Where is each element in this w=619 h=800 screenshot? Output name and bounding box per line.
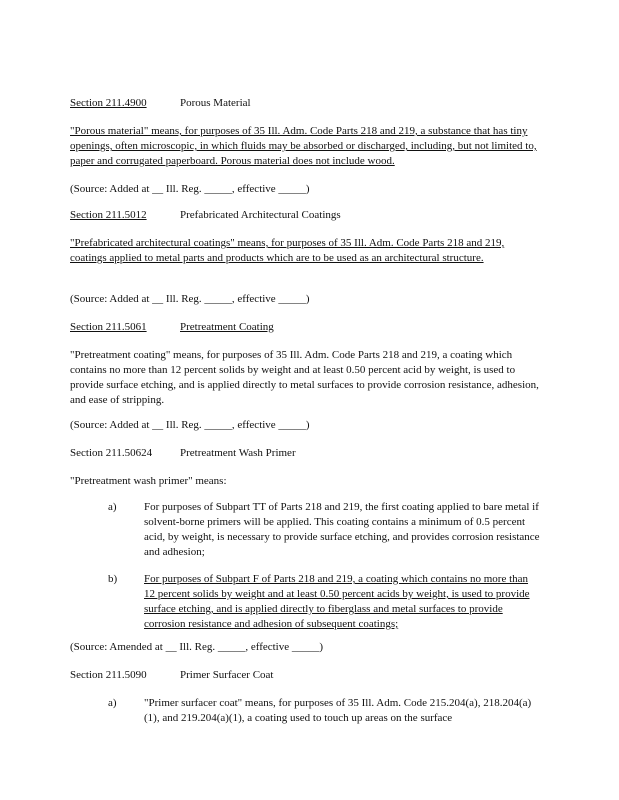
section-title: Primer Surfacer Coat	[180, 669, 274, 681]
section-title: Pretreatment Coating	[180, 321, 274, 333]
item-text: For purposes of Subpart F of Parts 218 and 219, a coating which contains no more than 12 percent solids by weight and at least 0.50 percent acids by weight, is used to provide surface etching, and is applied directly to fiberglass and metal surfaces to provide corrosion resistance and adhesion of subsequent coatings;	[144, 573, 530, 630]
section-heading	[70, 208, 341, 223]
item-label: a)	[108, 501, 117, 513]
definition-intro: "Pretreatment wash primer" means:	[70, 475, 227, 487]
section-heading	[70, 668, 273, 683]
item-text: "Primer surfacer coat" means, for purposes of 35 Ill. Adm. Code 215.204(a), 218.204(a)(1), and 219.204(a)(1), a coating used to touch up areas on the surface	[144, 697, 532, 724]
definition-paragraph: "Pretreatment coating" means, for purposes of 35 Ill. Adm. Code Parts 218 and 219, a coating which contains no more than 12 percent solids by weight and at least 0.50 percent acid by weight, is used to provide surface etching, and is applied directly to metal surfaces to provide corrosion resistance, adhesion, and ease of stripping.	[70, 349, 539, 406]
item-label: b)	[108, 573, 118, 585]
section-number: Section 211.4900	[70, 97, 147, 109]
section-title: Prefabricated Architectural Coatings	[180, 209, 341, 221]
section-heading	[70, 446, 296, 461]
source-note: (Source: Amended at __ Ill. Reg. _____, effective _____)	[70, 641, 324, 653]
section-number: Section 211.5061	[70, 321, 147, 333]
source-note: (Source: Added at __ Ill. Reg. _____, effective _____)	[70, 419, 310, 431]
section-number: Section 211.5012	[70, 209, 147, 221]
definition-paragraph: "Prefabricated architectural coatings" means, for purposes of 35 Ill. Adm. Code Parts 218 and 219, coatings applied to metal parts and products which are to be used as an architectural structure.	[70, 237, 505, 264]
section-number: Section 211.50624	[70, 447, 153, 459]
section-title: Porous Material	[180, 97, 251, 109]
section-number: Section 211.5090	[70, 669, 147, 681]
item-label: a)	[108, 697, 117, 709]
definition-paragraph: "Porous material" means, for purposes of 35 Ill. Adm. Code Parts 218 and 219, a substance that has tiny openings, often microscopic, in which fluids may be absorbed or discharged, including, but not limited to, paper and corrugated paperboard. Porous material does not include wood.	[70, 125, 537, 167]
item-text: For purposes of Subpart TT of Parts 218 and 219, the first coating applied to bare metal if solvent-borne primers will be applied. This coating contains a minimum of 0.5 percent acid, by weight, is necessary to provide surface etching, and provides corrosion resistance and adhesion;	[144, 501, 540, 558]
section-title: Pretreatment Wash Primer	[180, 447, 296, 459]
section-heading	[70, 320, 274, 335]
section-heading	[70, 96, 251, 111]
source-note: (Source: Added at __ Ill. Reg. _____, effective _____)	[70, 293, 310, 305]
source-note: (Source: Added at __ Ill. Reg. _____, effective _____)	[70, 183, 310, 195]
